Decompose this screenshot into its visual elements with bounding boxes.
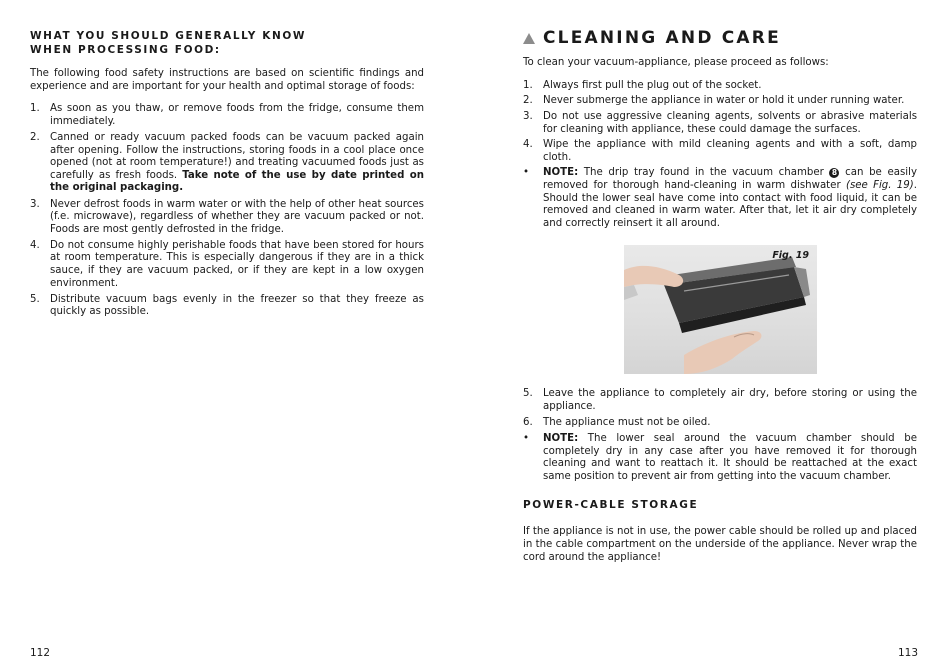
item-text: Never defrost foods in warm water or with the help of other heat sources (f.e. microwave), regardless of whether they are vacuum packed or not. Foods are most gently defrosted in the fridge. — [50, 198, 424, 235]
item-text: Leave the appliance to completely air dry, before storing or using the appliance. — [543, 388, 917, 412]
item-text: Always first pull the plug out of the socket. — [543, 79, 762, 91]
item-number: 3. — [523, 110, 533, 122]
food-safety-intro: The following food safety instructions are based on scientific findings and experience and are important for your health and optimal storage of foods: — [30, 68, 424, 92]
cleaning-title — [523, 27, 917, 49]
item-text: The appliance must not be oiled. — [543, 417, 711, 428]
list-item — [30, 132, 424, 195]
bullet: • — [523, 433, 530, 445]
power-cable-text: If the appliance is not in use, the power cable should be rolled up and placed in the cable compartment on the underside of the appliance. Never wrap the cord around the appliance! — [523, 526, 917, 563]
note-drip-tray — [523, 167, 917, 230]
list-item — [523, 388, 917, 413]
note-text: can be easily removed for thorough hand-cleaning in warm dishwater — [543, 167, 917, 191]
item-number: 4. — [30, 239, 40, 251]
triangle-icon — [523, 33, 535, 44]
figure-reference: (see Fig. 19) — [845, 179, 914, 191]
title-text: CLEANING AND CARE — [543, 28, 781, 48]
item-text: Wipe the appliance with mild cleaning agents and with a soft, damp cloth. — [543, 139, 917, 163]
power-cable-heading: POWER-CABLE STORAGE — [523, 499, 699, 512]
figure-label: Fig. 19 — [772, 250, 809, 262]
page-number-right: 113 — [898, 647, 919, 659]
list-item — [30, 199, 424, 237]
item-number: 4. — [523, 139, 533, 151]
bullet: • — [523, 167, 530, 179]
item-number: 1. — [523, 79, 533, 91]
heading-line-1: WHAT YOU SHOULD GENERALLY KNOW — [30, 30, 307, 42]
item-number: 2. — [30, 132, 40, 144]
list-item — [523, 139, 917, 164]
left-page — [30, 0, 424, 660]
item-number: 6. — [523, 417, 533, 428]
item-text: Never submerge the appliance in water or hold it under running water. — [543, 95, 905, 107]
page-number-left: 112 — [30, 647, 51, 659]
use-by-date-warning: Take note of the use by date printed on the original packaging. — [50, 169, 424, 194]
item-text: Distribute vacuum bags evenly in the freezer so that they freeze as quickly as possible. — [50, 293, 424, 318]
list-item — [30, 103, 424, 128]
item-number: 1. — [30, 103, 40, 115]
item-number: 5. — [523, 388, 533, 400]
cleaning-steps-continued — [523, 388, 917, 483]
item-text: Do not consume highly perishable foods that have been stored for hours at room temperature. This is especially dangerous if they are in a thick sauce, if they are vacuum packed, or if they are kept in a low oxygen environment. — [50, 239, 424, 289]
item-text: Do not use aggressive cleaning agents, solvents or abrasive materials for cleaning with appliance, these could damage the surfaces. — [543, 110, 917, 135]
note-label: NOTE: — [543, 167, 579, 179]
right-page — [523, 0, 917, 660]
list-item — [30, 294, 424, 319]
item-number: 5. — [30, 293, 40, 305]
note-text: . Should the lower seal have come into contact with food liquid, it can be removed and cleaned in warm water. After that, let it air dry completely and correctly reinsert it all around. — [543, 179, 917, 229]
note-label: NOTE: — [543, 433, 579, 445]
cleaning-steps — [523, 80, 917, 231]
item-number: 2. — [523, 95, 533, 107]
list-item — [30, 240, 424, 290]
heading-line-2: WHEN PROCESSING FOOD: — [30, 44, 221, 56]
note-lower-seal — [523, 433, 917, 483]
list-item — [523, 80, 917, 93]
figure-19-photo — [624, 245, 817, 374]
note-text: The drip tray found in the vacuum chamber — [583, 167, 824, 179]
cleaning-intro: To clean your vacuum-appliance, please proceed as follows: — [523, 57, 829, 68]
list-item — [523, 95, 917, 108]
note-text: The lower seal around the vacuum chamber should be completely dry in any case after you have removed it for thorough cleaning and want to reattach it. It should be reattached at the exact same position to prevent air from getting into the vacuum chamber. — [543, 433, 917, 482]
item-text: Canned or ready vacuum packed foods can be vacuum packed again after opening. Follow the instructions, storing foods in a cool place once opened (not at room temperature!) and treating vacuumed foods just as carefully as fresh foods. — [50, 132, 424, 181]
list-item — [523, 111, 917, 136]
circled-number-icon: 8 — [829, 168, 839, 178]
list-item — [523, 417, 917, 430]
food-safety-list — [30, 103, 424, 319]
item-number: 3. — [30, 198, 40, 210]
cleaning-hands-illustration — [624, 245, 817, 374]
item-text: As soon as you thaw, or remove foods from the fridge, consume them immediately. — [50, 103, 424, 127]
food-processing-heading — [30, 29, 424, 57]
